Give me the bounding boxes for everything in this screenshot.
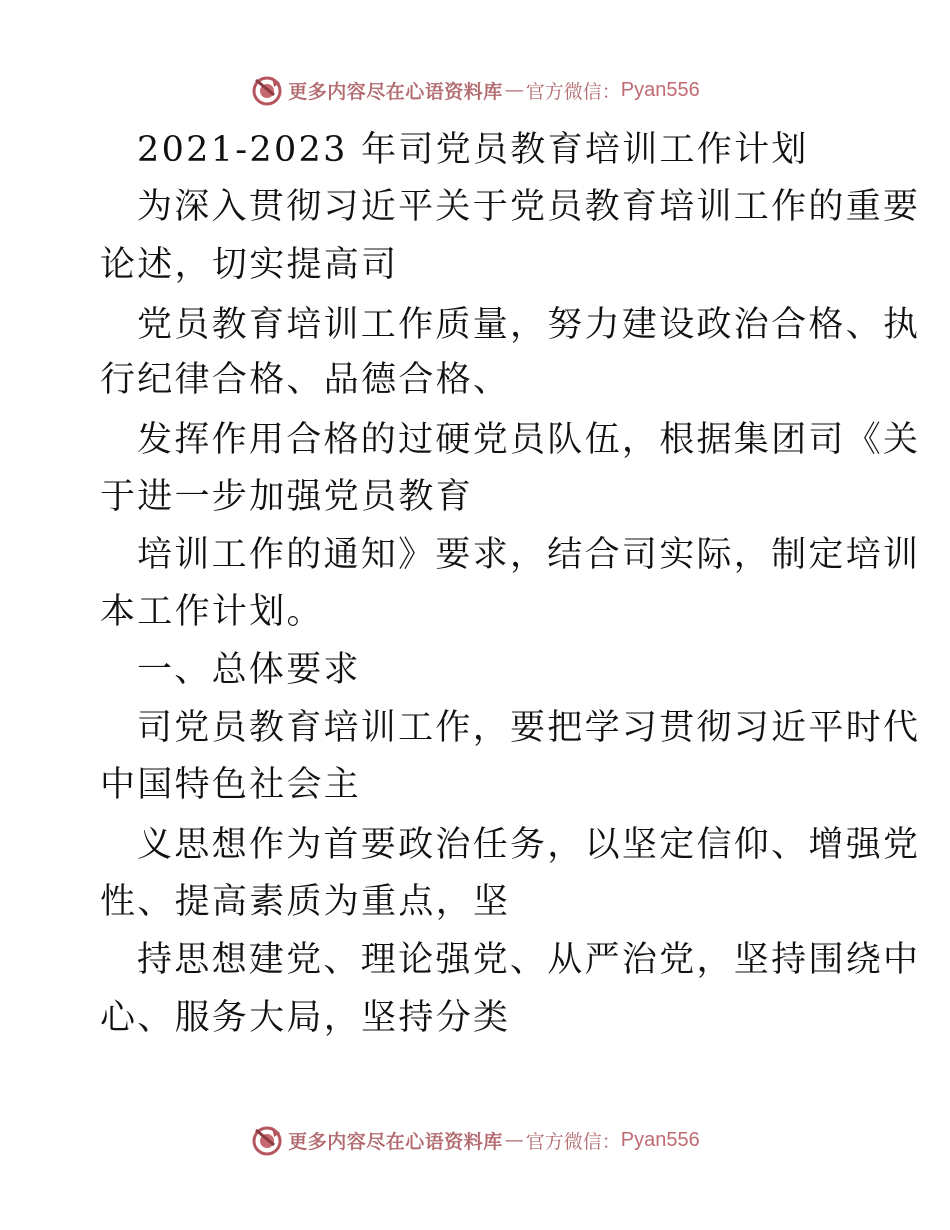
paragraph-line: 党员教育培训工作质量，努力建设政治合格、执 <box>137 305 921 345</box>
paragraph-line: 培训工作的通知》要求，结合司实际，制定培训 <box>137 535 921 575</box>
paragraph-line: 论述，切实提高司 <box>100 245 399 285</box>
watermark-banner-top <box>0 70 950 110</box>
watermark-banner-bottom <box>0 1120 950 1160</box>
watermark-wechat-label: 官方微信： <box>525 1130 621 1153</box>
watermark-brand-text: 更多内容尽在心语资料库 <box>288 1130 503 1153</box>
paragraph-line: 心、服务大局，坚持分类 <box>100 998 511 1038</box>
watermark-separator: — <box>504 79 524 101</box>
watermark-separator: — <box>504 1129 524 1151</box>
paragraph-line: 司党员教育培训工作，要把学习贯彻习近平时代 <box>137 708 921 748</box>
paragraph-line: 为深入贯彻习近平关于党员教育培训工作的重要 <box>137 187 921 227</box>
paragraph-line: 于进一步加强党员教育 <box>100 477 474 517</box>
watermark-wechat-id: Pyan556 <box>620 1128 700 1151</box>
paragraph-line: 发挥作用合格的过硬党员队伍，根据集团司《关 <box>137 420 921 460</box>
brand-logo-icon <box>250 73 284 107</box>
paragraph-line: 中国特色社会主 <box>100 765 362 805</box>
paragraph-line: 本工作计划。 <box>100 592 324 632</box>
paragraph-line: 持思想建党、理论强党、从严治党，坚持围绕中 <box>137 940 921 980</box>
paragraph-line: 义思想作为首要政治任务，以坚定信仰、增强党 <box>137 825 921 865</box>
watermark-brand-text: 更多内容尽在心语资料库 <box>288 80 503 103</box>
watermark-wechat-label: 官方微信： <box>525 80 621 103</box>
paragraph-line: 性、提高素质为重点，坚 <box>100 882 511 922</box>
watermark-wechat-id: Pyan556 <box>620 78 700 101</box>
document-title: 2021-2023 年司党员教育培训工作计划 <box>137 130 809 170</box>
brand-logo-icon <box>250 1123 284 1157</box>
paragraph-line: 行纪律合格、品德合格、 <box>100 360 511 400</box>
section-heading: 一、总体要求 <box>137 650 361 690</box>
